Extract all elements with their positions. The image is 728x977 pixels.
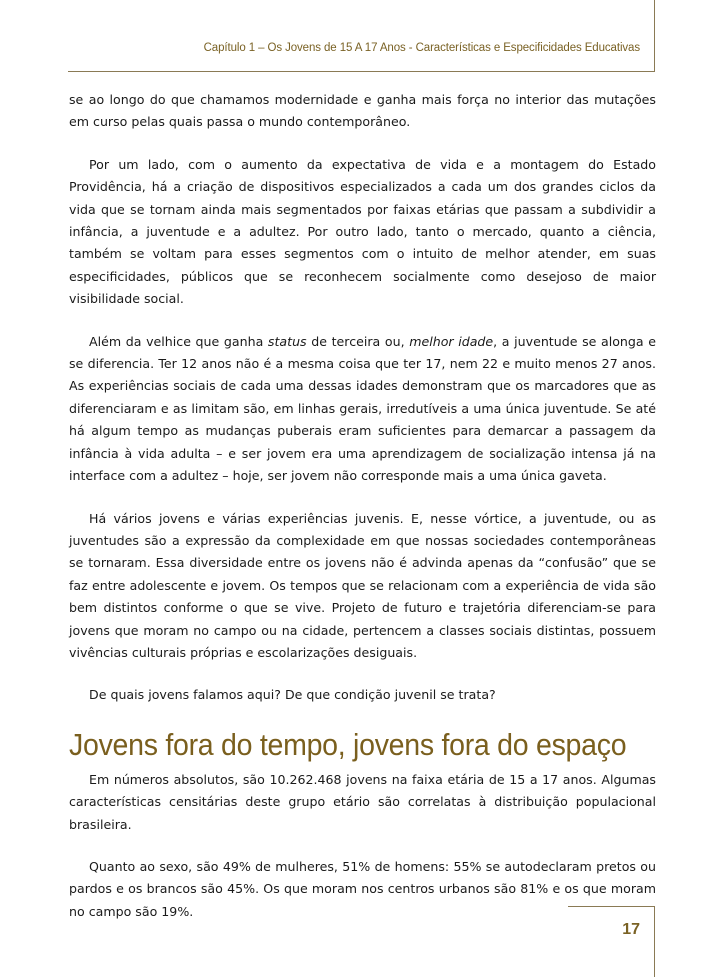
paragraph-3 xyxy=(69,331,656,488)
paragraph-3-text-e: , a juventude se alonga e se diferencia. Ter 12 anos não é a mesma coisa que ter 17, nem 22 e muito menos 27 anos. As experiências sociais de cada uma dessas idades demonstram que os marcadores que as diferenciaram e as limitam são, em linhas gerais, irredutíveis a uma única juventude. Se até há algum tempo as mudanças puberais eram suficientes para demarcar a passagem da infância à vida adulta – e ser jovem era uma aprendizagem de socialização intensa já na interface com a adultez – hoje, ser jovem não corresponde mais a uma única gaveta. xyxy=(69,333,656,484)
header-rule xyxy=(68,71,654,72)
paragraph-4: Há vários jovens e várias experiências juvenis. E, nesse vórtice, a juventude, ou as juventudes são a expressão da complexidade em que nossas sociedades contemporâneas se tornaram. Essa diversidade entre os jovens não é advinda apenas da “confusão” que se faz entre adolescente e jovem. Os tempos que se relacionam com a experiência de vida são bem distintos conforme o que se vive. Projeto de futuro e trajetória diferenciam-se para jovens que moram no campo ou na cidade, pertencem a classes sociais distintas, possuem vivências culturais próprias e escolarizações desiguais. xyxy=(69,510,656,660)
italic-melhor-idade: melhor idade xyxy=(409,333,494,349)
header-vertical-rule xyxy=(654,0,655,72)
paragraph-7: Quanto ao sexo, são 49% de mulheres, 51% de homens: 55% se autodeclaram pretos ou pardos e os brancos são 45%. Os que moram nos centros urbanos são 81% e os que moram no campo são 19%. xyxy=(69,858,656,919)
page-number: 17 xyxy=(622,921,640,938)
paragraph-3-text-c: de terceira ou, xyxy=(306,333,410,349)
paragraph-1: se ao longo do que chamamos modernidade e ganha mais força no interior das mutações em curso pelas quais passa o mundo contemporâneo. xyxy=(69,92,656,130)
footer-rule xyxy=(568,906,655,907)
paragraph-2: Por um lado, com o aumento da expectativa de vida e a montagem do Estado Providência, há a criação de dispositivos especializados a cada um dos grandes ciclos da vida que se tornam ainda mais segmentados por faixas etárias que passam a subdividir a infância, a juventude e a adultez. Por outro lado, tanto o mercado, quanto a ciência, também se voltam para esses segmentos com o intuito de melhor atender, em suas especificidades, públicos que se reconhecem socialmente como desejoso de maior visibilidade social. xyxy=(69,156,656,307)
italic-status: status xyxy=(267,333,307,349)
footer-vertical-rule xyxy=(654,906,655,977)
paragraph-5: De quais jovens falamos aqui? De que condição juvenil se trata? xyxy=(89,687,496,703)
paragraph-6: Em números absolutos, são 10.262.468 jovens na faixa etária de 15 a 17 anos. Algumas características censitárias deste grupo etário são correlatas à distribuição populacional brasileira. xyxy=(69,771,656,832)
page-body xyxy=(69,89,656,943)
running-header: Capítulo 1 – Os Jovens de 15 A 17 Anos - Características e Especificidades Educativas xyxy=(203,42,640,54)
paragraph-3-text-a: Além da velhice que ganha xyxy=(89,333,268,349)
section-title: Jovens fora do tempo, jovens fora do espaço xyxy=(69,726,627,762)
